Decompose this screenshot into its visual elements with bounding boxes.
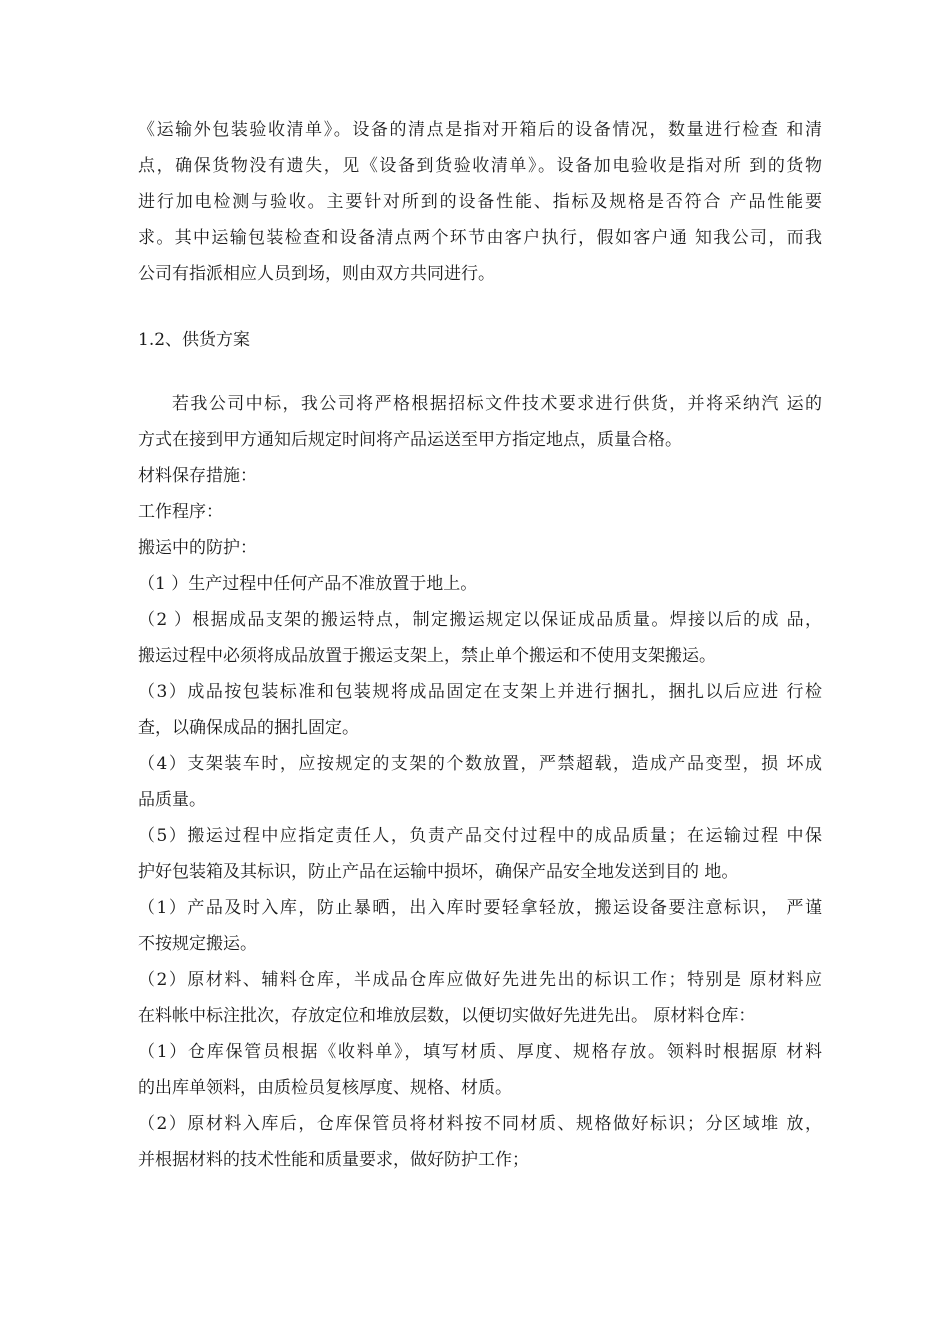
text-line: （2 ）根据成品支架的搬运特点，制定搬运规定以保证成品质量。焊接以后的成 品， <box>138 610 822 630</box>
text-line: 护好包装箱及其标识，防止产品在运输中损坏，确保产品安全地发送到目的 地。 <box>138 862 739 882</box>
text-line: 不按规定搬运。 <box>138 934 257 954</box>
text-line: 方式在接到甲方通知后规定时间将产品运送至甲方指定地点，质量合格。 <box>138 430 682 450</box>
label-storage: 材料保存措施： <box>138 466 257 486</box>
list-item <box>138 890 822 962</box>
text-line: 在料帐中标注批次，存放定位和堆放层数，以便切实做好先进先出。 原材料仓库： <box>138 1006 756 1026</box>
list-item <box>138 566 822 602</box>
text-line: （3）成品按包装标准和包装规将成品固定在支架上并进行捆扎，捆扎以后应进 行检 <box>138 682 822 702</box>
text-line: （1）仓库保管员根据《收料单》，填写材质、厚度、规格存放。领料时根据原 材料 <box>138 1042 822 1062</box>
text-line: 若我公司中标，我公司将严格根据招标文件技术要求进行供货，并将采纳汽 运的 <box>172 394 822 414</box>
text-line: （1 ）生产过程中任何产品不准放置于地上。 <box>138 574 478 594</box>
document-page <box>138 112 822 1178</box>
list-item <box>138 1034 822 1106</box>
text-line: 求。其中运输包装检查和设备清点两个环节由客户执行，假如客户通 知我公司，而我 <box>138 228 822 248</box>
list-item <box>138 746 822 818</box>
label-handling: 搬运中的防护： <box>138 538 257 558</box>
list-item <box>138 602 822 674</box>
text-line: 搬运过程中必须将成品放置于搬运支架上，禁止单个搬运和不使用支架搬运。 <box>138 646 716 666</box>
text-line: 品质量。 <box>138 790 206 810</box>
label-procedure: 工作程序： <box>138 502 223 522</box>
text-line: 点，确保货物没有遗失，见《设备到货验收清单》。设备加电验收是指对所 到的货物 <box>138 156 822 176</box>
paragraph-acceptance <box>138 112 822 292</box>
text-line: 进行加电检测与验收。主要针对所到的设备性能、指标及规格是否符合 产品性能要 <box>138 192 822 212</box>
text-line: （2）原材料入库后，仓库保管员将材料按不同材质、规格做好标识；分区域堆 放， <box>138 1114 822 1134</box>
text-line: 并根据材料的技术性能和质量要求，做好防护工作； <box>138 1150 529 1170</box>
text-line: （2）原材料、辅料仓库，半成品仓库应做好先进先出的标识工作；特别是 原材料应 <box>138 970 822 990</box>
text-line: （5）搬运过程中应指定责任人，负责产品交付过程中的成品质量；在运输过程 中保 <box>138 826 822 846</box>
list-item <box>138 962 822 1034</box>
text-line: 的出库单领料，由质检员复核厚度、规格、材质。 <box>138 1078 512 1098</box>
text-line: 公司有指派相应人员到场，则由双方共同进行。 <box>138 264 495 284</box>
text-line: 查，以确保成品的捆扎固定。 <box>138 718 359 738</box>
list-item <box>138 674 822 746</box>
section-heading: 1.2、供货方案 <box>138 330 251 350</box>
paragraph-supply <box>138 386 822 458</box>
text-line: 《运输外包装验收清单》。设备的清点是指对开箱后的设备情况，数量进行检查 和清 <box>138 120 822 140</box>
list-item <box>138 1106 822 1178</box>
text-line: （1）产品及时入库，防止暴晒，出入库时要轻拿轻放，搬运设备要注意标识， 严谨 <box>138 898 822 918</box>
text-line: （4）支架装车时，应按规定的支架的个数放置，严禁超载，造成产品变型，损 坏成 <box>138 754 822 774</box>
list-item <box>138 818 822 890</box>
